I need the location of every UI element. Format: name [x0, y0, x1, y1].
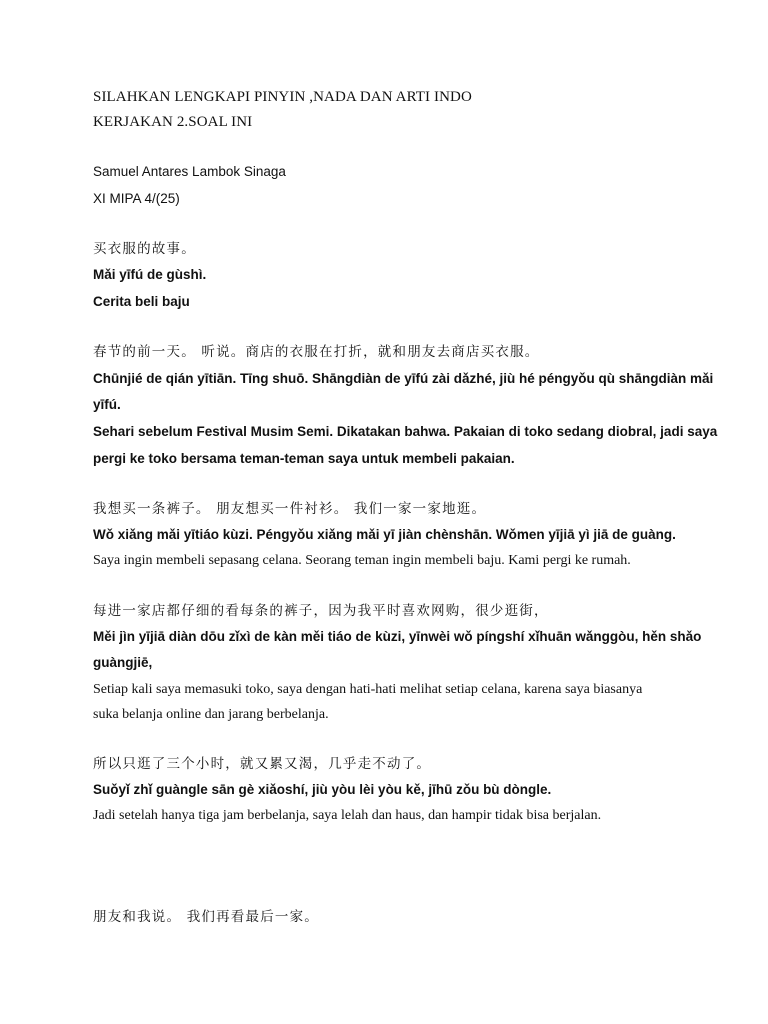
- title-hanzi: 买衣服的故事。: [93, 241, 196, 257]
- paragraph-1-pinyin-cont: yīfú.: [93, 397, 121, 412]
- paragraph-1-pinyin: Chūnjié de qián yītiān. Tīng shuō. Shāngdiàn de yīfú zài dǎzhé, jiù hé péngyǒu qù shāngdiàn mǎi: [93, 371, 714, 386]
- student-class: XI MIPA 4/(25): [93, 191, 180, 206]
- paragraph-1-indonesian-cont: pergi ke toko bersama teman-teman saya untuk membeli pakaian.: [93, 451, 515, 466]
- paragraph-2-indonesian: Saya ingin membeli sepasang celana. Seorang teman ingin membeli baju. Kami pergi ke rumah.: [93, 553, 631, 568]
- paragraph-1-indonesian: Sehari sebelum Festival Musim Semi. Dikatakan bahwa. Pakaian di toko sedang diobral, jadi saya: [93, 424, 718, 439]
- paragraph-3-indonesian-cont: suka belanja online dan jarang berbelanja.: [93, 707, 329, 722]
- instruction-line-1: SILAHKAN LENGKAPI PINYIN ,NADA DAN ARTI INDO: [93, 89, 472, 105]
- paragraph-2-pinyin: Wǒ xiǎng mǎi yītiáo kùzi. Péngyǒu xiǎng mǎi yī jiàn chènshān. Wǒmen yījiā yì jiā de guàng.: [93, 527, 676, 542]
- paragraph-3-indonesian: Setiap kali saya memasuki toko, saya dengan hati-hati melihat setiap celana, karena saya biasanya: [93, 682, 643, 697]
- paragraph-4-indonesian: Jadi setelah hanya tiga jam berbelanja, saya lelah dan haus, dan hampir tidak bisa berjalan.: [93, 808, 602, 823]
- student-name: Samuel Antares Lambok Sinaga: [93, 164, 286, 179]
- paragraph-4-hanzi: 所以只逛了三个小时，就又累又渴，几乎走不动了。: [93, 756, 432, 772]
- paragraph-5-hanzi: 朋友和我说。 我们再看最后一家。: [93, 909, 319, 925]
- title-indonesian: Cerita beli baju: [93, 294, 190, 309]
- paragraph-3-pinyin: Měi jìn yījiā diàn dōu zǐxì de kàn měi tiáo de kùzi, yīnwèi wǒ píngshí xǐhuān wǎnggòu, hěn shǎo: [93, 629, 702, 644]
- paragraph-3-pinyin-cont: guàngjiē,: [93, 655, 153, 670]
- title-pinyin: Mǎi yīfú de gùshì.: [93, 267, 207, 282]
- paragraph-2-hanzi: 我想买一条裤子。 朋友想买一件衬衫。 我们一家一家地逛。: [93, 501, 487, 517]
- instruction-line-2: KERJAKAN 2.SOAL INI: [93, 114, 253, 130]
- paragraph-4-pinyin: Suǒyǐ zhǐ guàngle sān gè xiǎoshí, jiù yòu lèi yòu kě, jīhū zǒu bù dòngle.: [93, 782, 552, 797]
- paragraph-3-hanzi: 每进一家店都仔细的看每条的裤子，因为我平时喜欢网购，很少逛街，: [93, 603, 549, 619]
- paragraph-1-hanzi: 春节的前一天。 听说。商店的衣服在打折，就和朋友去商店买衣服。: [93, 344, 540, 360]
